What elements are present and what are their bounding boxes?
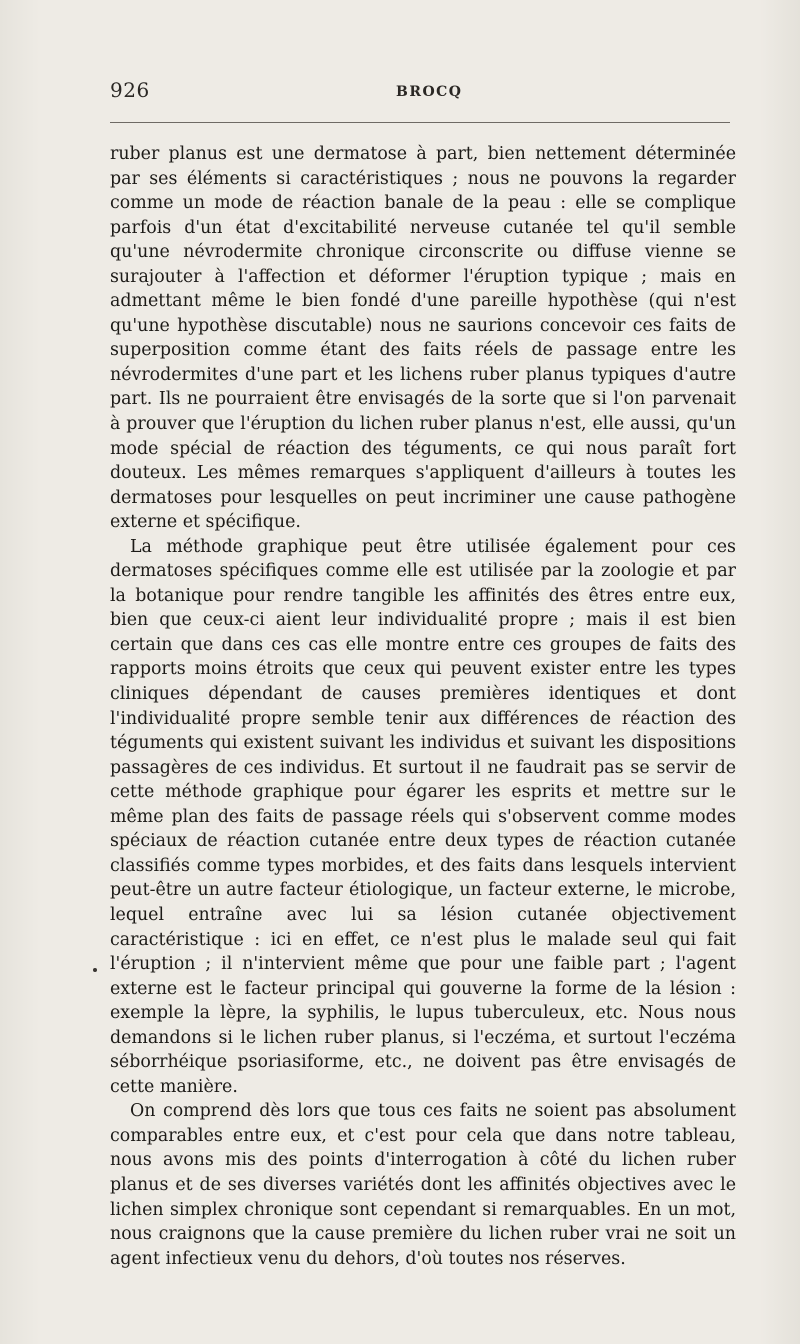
paragraph-conclusion: On comprend dès lors que tous ces faits ne soient pas absolument comparables entre eux, et c'est pour cela que dans notre tableau, nous avons mis des points d'interrogation à côté du lichen ruber planus et de ses diverses variétés dont les affinités objectives avec le lichen simplex chronique sont cependant si remarquables. En un mot, nous craignons que la cause première du lichen ruber vrai ne soit un agent infectieux venu du dehors, d'où toutes nos réserves. [110,1101,736,1269]
body-text [110,142,736,1271]
margin-speck [93,968,97,972]
paragraph-continued: ruber planus est une dermatose à part, bien nettement déterminée par ses éléments si caractéristiques ; nous ne pouvons la regarder comme un mode de réaction banale de la peau : elle se complique parfois d'un état d'excitabilité nerveuse cutanée tel qu'il semble qu'une névrodermite chronique circonscrite ou diffuse vienne se surajouter à l'affection et déformer l'éruption typique ; mais en admettant même le bien fondé d'une pareille hypothèse (qui n'est qu'une hypothèse discutable) nous ne saurions concevoir ces faits de superposition comme étant des faits réels de passage entre les névrodermites d'une part et les lichens ruber planus typiques d'autre part. Ils ne pourraient être envisagés de la sorte que si l'on parvenait à prouver que l'éruption du lichen ruber planus n'est, elle aussi, qu'un mode spécial de réaction des téguments, ce qui nous paraît fort douteux. Les mêmes remarques s'appliquent d'ailleurs à toutes les dermatoses pour lesquelles on peut incriminer une cause pathogène externe et spécifique. [110,144,736,533]
running-head-author: BROCQ [396,84,463,100]
running-head [110,76,730,106]
paragraph-methode-graphique: La méthode graphique peut être utilisée également pour ces dermatoses spécifiques comme elle est utilisée par la zoologie et par la botanique pour rendre tangible les affinités des êtres entre eux, bien que ceux-ci aient leur individualité propre ; mais il est bien certain que dans ces cas elle montre entre ces groupes de faits des rapports moins étroits que ceux qui peuvent exister entre les types cliniques dépendant de causes premières identiques et dont l'individualité propre semble tenir aux différences de réaction des téguments qui existent suivant les individus et suivant les dispositions passagères de ces individus. Et surtout il ne faudrait pas se servir de cette méthode graphique pour égarer les esprits et mettre sur le même plan des faits de passage réels qui s'observent comme modes spéciaux de réaction cutanée entre deux types de réaction cutanée classifiés comme types morbides, et des faits dans lesquels intervient peut-être un autre facteur étiologique, un facteur externe, le microbe, lequel entraîne avec lui sa lésion cutanée objectivement caractéristique : ici en effet, ce n'est plus le malade seul qui fait l'éruption ; il n'intervient même que pour une faible part ; l'agent externe est le facteur principal qui gouverne la forme de la lésion : exemple la lèpre, la syphilis, le lupus tuberculeux, etc. Nous nous demandons si le lichen ruber planus, si l'eczéma, et surtout l'eczéma séborrhéique psoriasiforme, etc., ne doivent pas être envisagés de cette manière. [110,536,736,1097]
page-number: 926 [110,78,150,102]
header-rule [110,122,730,123]
